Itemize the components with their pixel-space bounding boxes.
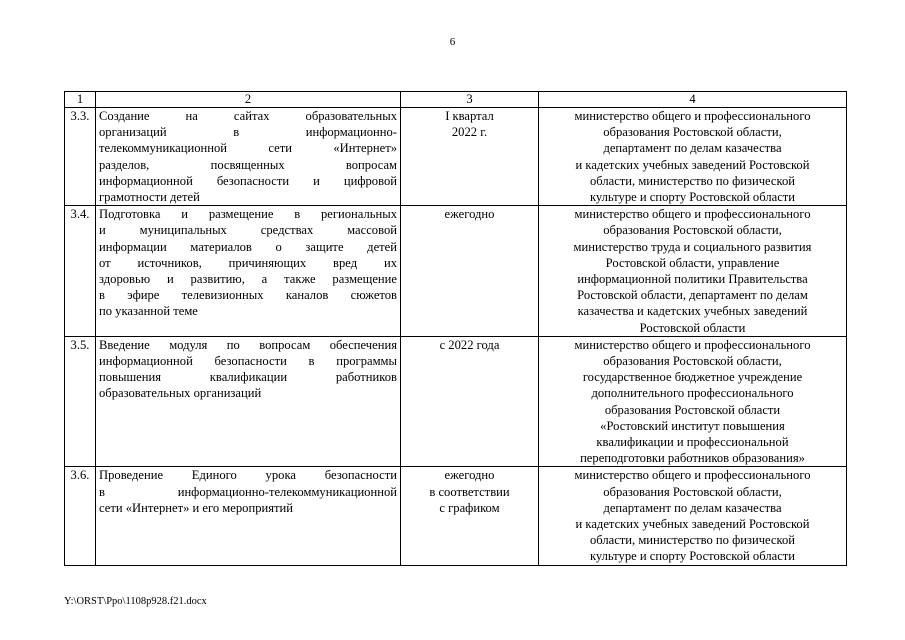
executor-line: образования Ростовской области, [603, 125, 782, 140]
term-line: с 2022 года [439, 337, 500, 352]
measure-description [96, 206, 401, 337]
header-cell-executors: 4 [539, 92, 847, 108]
executor-line: казачества и кадетских учебных заведений [577, 304, 808, 319]
term-line: I квартал [445, 109, 494, 123]
executor-line: министерство общего и профессионального [574, 337, 811, 352]
measure-term [401, 467, 539, 565]
executor-line: департамент по делам казачества [603, 500, 782, 515]
executor-line: культуре и спорту Ростовской области [589, 190, 796, 205]
description-line: здоровью и развитию, а также размещение [99, 272, 397, 287]
executor-line: дополнительного профессионального [591, 386, 794, 401]
executor-line: области, министерство по физической [589, 533, 796, 548]
executor-line: образования Ростовской области, [603, 223, 782, 238]
executor-line: департамент по делам казачества [603, 141, 782, 156]
description-line: информации материалов о защите детей [99, 239, 397, 254]
description-line: Подготовка и размещение в региональных [99, 207, 397, 222]
executor-line: образования Ростовской области [604, 402, 781, 417]
measure-executors [539, 336, 847, 467]
description-line: Создание на сайтах образовательных [99, 109, 397, 123]
executor-line: образования Ростовской области, [603, 354, 782, 369]
description-line: информационной безопасности и цифровой [99, 173, 397, 188]
executor-line: Ростовской области, управление [605, 255, 780, 270]
description-line: Проведение Единого урока безопасности [99, 468, 397, 483]
header-cell-term: 3 [401, 92, 539, 108]
row-number: 3.5. [65, 336, 96, 467]
executor-line: и кадетских учебных заведений Ростовской [575, 517, 810, 532]
measure-executors [539, 467, 847, 565]
term-line: ежегодно [444, 207, 495, 222]
measure-executors [539, 108, 847, 206]
executor-line: и кадетских учебных заведений Ростовской [575, 157, 810, 172]
table-row [65, 336, 847, 467]
description-line: повышения квалификации работников [99, 370, 397, 385]
executor-line: министерство общего и профессионального [574, 207, 811, 222]
description-line: сети «Интернет» и его мероприятий [99, 500, 294, 515]
executor-line: «Ростовский институт повышения [600, 418, 785, 433]
file-path-footer: Y:\ORST\Ppo\1108p928.f21.docx [64, 596, 207, 607]
executor-line: министерство труда и социального развития [573, 239, 812, 254]
description-line: в эфире телевизионных каналов сюжетов [99, 288, 397, 303]
table-row [65, 108, 847, 206]
measure-executors [539, 206, 847, 337]
measure-term [401, 108, 539, 206]
measure-description [96, 336, 401, 467]
row-number: 3.6. [65, 467, 96, 565]
measure-description [96, 108, 401, 206]
measures-table [64, 91, 847, 566]
description-line: Введение модуля по вопросам обеспечения [99, 337, 397, 352]
measure-term [401, 336, 539, 467]
table-row [65, 206, 847, 337]
executor-line: квалификации и профессиональной [596, 435, 789, 450]
measure-term [401, 206, 539, 337]
description-line: от источников, причиняющих вред их [99, 255, 397, 270]
header-cell-description: 2 [96, 92, 401, 108]
executor-line: информационной политики Правительства [577, 272, 808, 287]
executor-line: министерство общего и профессионального [574, 468, 811, 483]
executor-line: образования Ростовской области, [603, 484, 782, 499]
table-row [65, 467, 847, 565]
row-number: 3.3. [65, 108, 96, 206]
term-line: ежегодно [444, 468, 495, 483]
header-cell-num: 1 [65, 92, 96, 108]
executor-line: культуре и спорту Ростовской области [589, 549, 796, 564]
executor-line: государственное бюджетное учреждение [582, 370, 803, 385]
description-line: и муниципальных средствах массовой [99, 223, 397, 238]
executor-line: министерство общего и профессионального [574, 109, 811, 123]
description-line: разделов, посвященных вопросам [99, 157, 397, 172]
description-line: информационной безопасности в программы [99, 354, 397, 369]
table-header-row [65, 92, 847, 108]
executor-line: переподготовки работников образования» [580, 451, 805, 466]
executor-line: Ростовской области [639, 320, 746, 335]
term-line: в соответствии [429, 484, 510, 499]
term-line: 2022 г. [451, 125, 488, 140]
description-line: телекоммуникационной сети «Интернет» [99, 141, 397, 156]
row-number: 3.4. [65, 206, 96, 337]
description-line: в информационно-телекоммуникационной [99, 484, 397, 499]
executor-line: области, министерство по физической [589, 173, 796, 188]
description-line: организаций в информационно- [99, 125, 397, 140]
executor-line: Ростовской области, департамент по делам [577, 288, 808, 303]
description-line: по указанной теме [99, 304, 198, 319]
description-line: грамотности детей [99, 190, 200, 205]
page-number: 6 [449, 36, 456, 48]
description-line: образовательных организаций [99, 386, 262, 401]
measure-description [96, 467, 401, 565]
term-line: с графиком [439, 500, 500, 515]
